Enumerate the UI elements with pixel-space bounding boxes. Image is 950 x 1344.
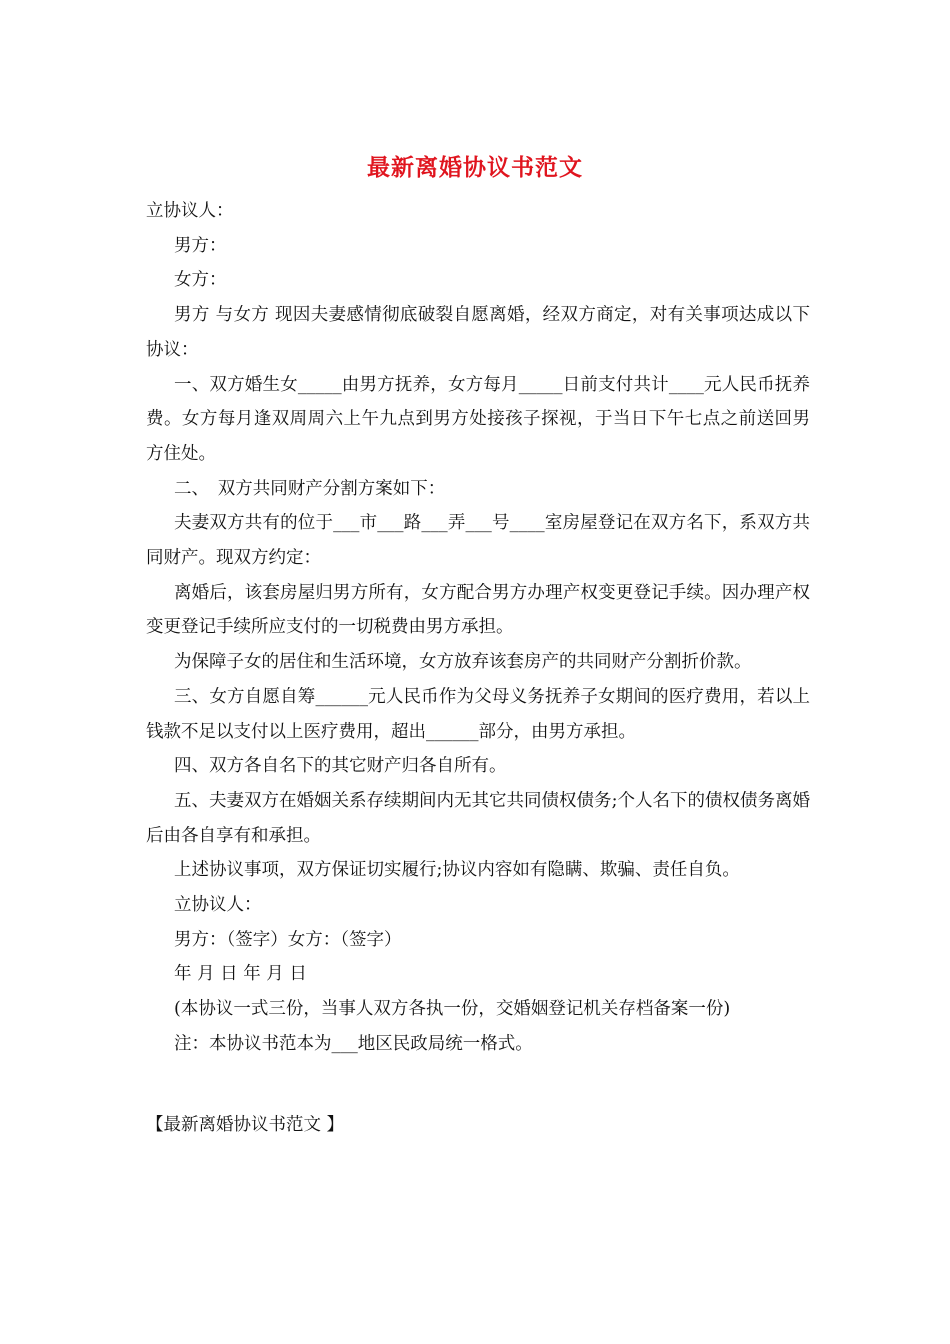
clause-5-debts: 五、夫妻双方在婚姻关系存续期间内无其它共同债权债务;个人名下的债权债务离婚后由各自享有和承担。 (146, 790, 810, 846)
document-title: 最新离婚协议书范文 (367, 154, 583, 181)
date-line: 年 月 日 年 月 日 (174, 964, 307, 985)
signatories-heading: 立协议人： (174, 895, 262, 916)
template-note: 注：本协议书范本为___地区民政局统一格式。 (174, 1033, 533, 1054)
clause-2-property: 夫妻双方共有的位于___市___路___弄___号____室房屋登记在双方名下，系双方共同财产。现双方约定： (146, 513, 810, 569)
footer-title: 【最新离婚协议书范文 】 (146, 1115, 345, 1135)
clause-1-child-custody: 一、双方婚生女_____由男方抚养，女方每月_____日前支付共计____元人民币抚养费。女方每月逢双周周六上午九点到男方处接孩子探视，于当日下午七点之前送回男方住处。 (146, 374, 810, 464)
agreement-body (146, 194, 810, 1062)
male-party-line: 男方： (174, 235, 227, 256)
clause-4-other-property: 四、双方各自名下的其它财产归各自所有。 (174, 756, 507, 777)
clause-3-medical: 三、女方自愿自筹______元人民币作为父母义务抚养子女期间的医疗费用，若以上钱款不足以支付以上医疗费用，超出______部分，由男方承担。 (146, 686, 810, 742)
female-party-line: 女方： (174, 270, 227, 291)
clause-2-heading: 二、 双方共同财产分割方案如下： (174, 478, 446, 499)
clause-2-after-divorce: 离婚后，该套房屋归男方所有，女方配合男方办理产权变更登记手续。因办理产权变更登记手续所应支付的一切税费由男方承担。 (146, 582, 810, 638)
copies-note: (本协议一式三份，当事人双方各执一份，交婚姻登记机关存档备案一份) (174, 999, 731, 1020)
guarantee-paragraph: 上述协议事项，双方保证切实履行;协议内容如有隐瞒、欺骗、责任自负。 (174, 860, 740, 881)
parties-heading: 立协议人： (146, 201, 234, 221)
preamble-paragraph: 男方 与女方 现因夫妻感情彻底破裂自愿离婚，经双方商定，对有关事项达成以下协议： (146, 305, 810, 360)
signature-line: 男方：（签字）女方：（签字） (174, 929, 402, 950)
clause-2-waiver: 为保障子女的居住和生活环境，女方放弃该套房产的共同财产分割折价款。 (174, 652, 752, 673)
